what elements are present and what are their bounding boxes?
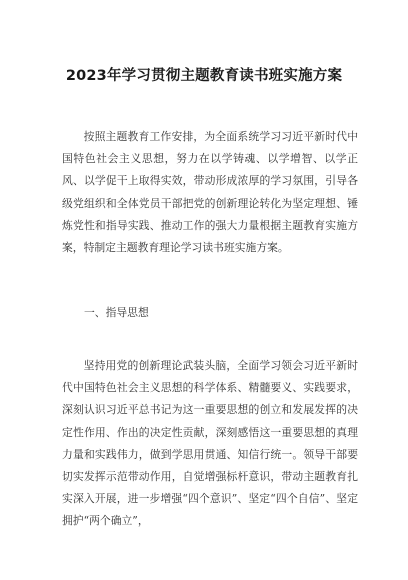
section-paragraph-text: 坚持用党的创新理论武装头脑，全面学习领会习近平新时代中国特色社会主义思想的科学体系、精髓要义、实践要求，深刻认识习近平总书记为这一重要思想的创立和发展发挥的决定性作用、作出的决定性贡献，深刻感悟这一重要思想的真理力量和实践伟力，做到学思用贯通、知信行统一。领导干部要切实发挥示范带动作用，自觉增强标杆意识，带动主题教育扎实深入开展，进一步增强“四个意识”、坚定“四个自信”、坚定拥护“两个确立”，	[62, 359, 358, 528]
document-title: 2023年学习贯彻主题教育读书班实施方案	[65, 68, 343, 84]
section-paragraph	[62, 355, 358, 533]
intro-paragraph	[62, 126, 358, 259]
section-heading: 一、指导思想	[84, 306, 149, 319]
intro-paragraph-text: 按照主题教育工作安排，为全面系统学习习近平新时代中国特色社会主义思想，努力在以学铸魂、以学增智、以学正风、以学促干上取得实效，带动形成浓厚的学习氛围，引导各级党组织和全体党员干部把党的创新理论转化为坚定理想、锤炼党性和指导实践、推动工作的强大力量根据主题教育实施方案，特制定主题教育理论学习读书班实施方案。	[62, 130, 358, 255]
